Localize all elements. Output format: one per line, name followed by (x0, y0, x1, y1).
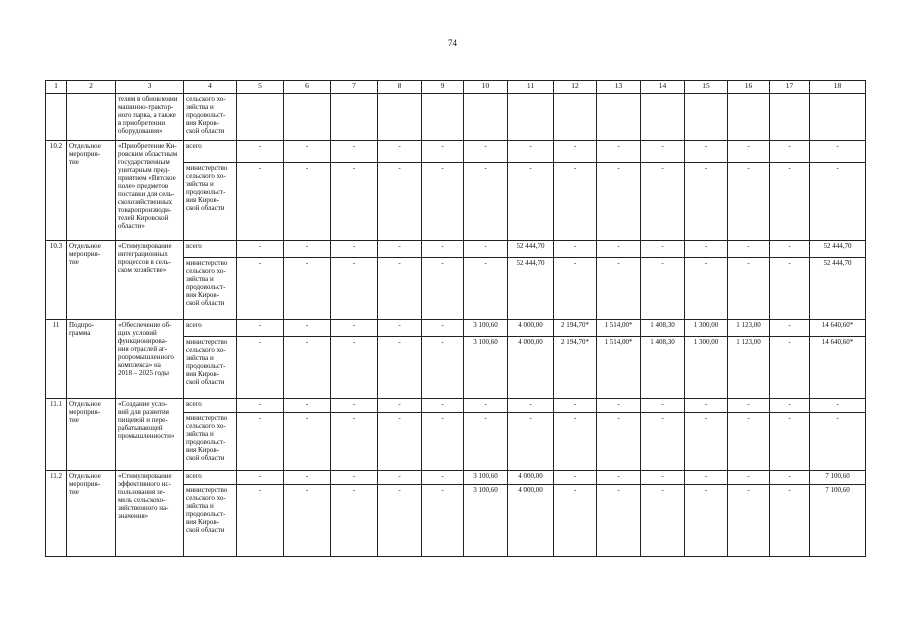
row-name: «Создание усло- вий для развития пищевой и пере- рабатывающей промышленности» (116, 399, 184, 471)
value-cell: - (378, 485, 422, 557)
value-cell: 1 514,00* (597, 320, 641, 337)
value-cell: 4 000,00 (508, 337, 554, 399)
value-cell: - (422, 258, 464, 320)
value-cell (770, 94, 810, 141)
column-header: 13 (597, 81, 641, 94)
value-cell: - (331, 337, 378, 399)
value-cell: - (464, 258, 508, 320)
value-cell: - (331, 258, 378, 320)
table-row (46, 141, 866, 163)
value-cell: - (237, 471, 284, 485)
value-cell (810, 94, 866, 141)
value-cell: - (597, 471, 641, 485)
value-cell: - (810, 163, 866, 241)
value-cell: - (237, 241, 284, 258)
value-cell: - (728, 163, 770, 241)
value-cell: 52 444,70 (508, 258, 554, 320)
value-cell: - (685, 241, 728, 258)
column-header: 9 (422, 81, 464, 94)
funding-source: министерство сельского хо- зяйства и продовольст- вия Киров- ской области (184, 413, 237, 471)
value-cell: - (770, 485, 810, 557)
row-number: 10.3 (46, 241, 67, 320)
value-cell: - (422, 399, 464, 413)
column-header: 14 (641, 81, 685, 94)
funding-source: министерство сельского хо- зяйства и продовольст- вия Киров- ской области (184, 258, 237, 320)
value-cell: - (464, 141, 508, 163)
value-cell: 7 100,60 (810, 471, 866, 485)
value-cell: - (728, 471, 770, 485)
value-cell: - (422, 241, 464, 258)
value-cell: - (770, 399, 810, 413)
value-cell: - (284, 320, 331, 337)
value-cell: 52 444,70 (810, 241, 866, 258)
value-cell: - (554, 471, 597, 485)
value-cell (284, 94, 331, 141)
value-cell: - (685, 141, 728, 163)
column-header: 18 (810, 81, 866, 94)
value-cell: - (770, 320, 810, 337)
funding-source: министерство сельского хо- зяйства и продовольст- вия Киров- ской области (184, 337, 237, 399)
column-header: 1 (46, 81, 67, 94)
value-cell: 4 000,00 (508, 471, 554, 485)
value-cell: - (508, 163, 554, 241)
value-cell: - (284, 471, 331, 485)
budget-table (45, 80, 866, 557)
value-cell: - (422, 163, 464, 241)
value-cell: 3 100,60 (464, 320, 508, 337)
column-header: 10 (464, 81, 508, 94)
value-cell: - (685, 163, 728, 241)
value-cell: 1 123,00 (728, 337, 770, 399)
value-cell: - (331, 241, 378, 258)
table-row (46, 399, 866, 413)
value-cell: - (284, 337, 331, 399)
value-cell: - (810, 399, 866, 413)
value-cell: 3 100,60 (464, 337, 508, 399)
value-cell: - (641, 163, 685, 241)
row-type: Отдельное мероприя- тие (67, 241, 116, 320)
value-cell: - (810, 141, 866, 163)
value-cell: - (331, 141, 378, 163)
row-name: телям в обновлении машинно-трактор- ного парка, а также в приобретении оборудования» (116, 94, 184, 141)
table-row (46, 241, 866, 258)
value-cell: - (331, 485, 378, 557)
column-header: 3 (116, 81, 184, 94)
value-cell: - (331, 163, 378, 241)
funding-source: всего (184, 320, 237, 337)
funding-source: сельского хо- зяйства и продовольст- вия Киров- ской области (184, 94, 237, 141)
column-header: 12 (554, 81, 597, 94)
value-cell: - (554, 413, 597, 471)
value-cell: - (770, 258, 810, 320)
value-cell: - (728, 141, 770, 163)
value-cell: - (237, 258, 284, 320)
value-cell: - (597, 413, 641, 471)
value-cell: - (685, 258, 728, 320)
value-cell: - (464, 413, 508, 471)
table-row (46, 94, 866, 141)
funding-source: министерство сельского хо- зяйства и продовольст- вия Киров- ской области (184, 163, 237, 241)
row-type: Отдельное мероприя- тие (67, 141, 116, 241)
value-cell: - (284, 258, 331, 320)
value-cell: - (422, 413, 464, 471)
value-cell: - (728, 258, 770, 320)
value-cell: 52 444,70 (810, 258, 866, 320)
value-cell: 1 123,00 (728, 320, 770, 337)
value-cell: - (378, 471, 422, 485)
value-cell: - (554, 485, 597, 557)
row-type: Подпро- грамма (67, 320, 116, 399)
value-cell: - (422, 320, 464, 337)
column-header: 16 (728, 81, 770, 94)
column-header: 15 (685, 81, 728, 94)
row-name: «Обеспечение об- щих условий функционирова- ния отраслей аг- ропромышленного комплекса» на 2018 – 2025 годы (116, 320, 184, 399)
value-cell: - (554, 241, 597, 258)
value-cell: - (422, 337, 464, 399)
value-cell: - (810, 413, 866, 471)
value-cell: - (554, 258, 597, 320)
value-cell: - (728, 241, 770, 258)
value-cell: 1 408,30 (641, 337, 685, 399)
value-cell (237, 94, 284, 141)
row-type (67, 94, 116, 141)
value-cell (554, 94, 597, 141)
value-cell: - (378, 141, 422, 163)
value-cell: - (685, 399, 728, 413)
column-header: 2 (67, 81, 116, 94)
value-cell: 1 300,00 (685, 320, 728, 337)
value-cell: 4 000,00 (508, 485, 554, 557)
value-cell: - (378, 399, 422, 413)
value-cell: - (464, 163, 508, 241)
funding-source: всего (184, 399, 237, 413)
column-header: 5 (237, 81, 284, 94)
value-cell: - (641, 241, 685, 258)
value-cell: - (284, 163, 331, 241)
value-cell: - (597, 485, 641, 557)
value-cell: - (284, 399, 331, 413)
value-cell: - (641, 258, 685, 320)
row-name: «Приобретение Ки- ровским областным государственным унитарным пред- приятием «Вятское поле» предметов поставки для сель- скохозяйственных товаропроизводи- телей Кировской области» (116, 141, 184, 241)
value-cell: - (508, 413, 554, 471)
funding-source: всего (184, 141, 237, 163)
funding-source: всего (184, 241, 237, 258)
value-cell: - (331, 413, 378, 471)
value-cell: - (685, 413, 728, 471)
column-header: 8 (378, 81, 422, 94)
value-cell: - (770, 141, 810, 163)
row-name: «Стимулирование интеграционных процессов в сель- ском хозяйстве» (116, 241, 184, 320)
value-cell: 1 408,30 (641, 320, 685, 337)
value-cell: - (284, 141, 331, 163)
value-cell: - (331, 471, 378, 485)
value-cell: - (554, 163, 597, 241)
value-cell: 2 194,70* (554, 337, 597, 399)
value-cell (422, 94, 464, 141)
row-type: Отдельное мероприя- тие (67, 399, 116, 471)
value-cell: - (284, 485, 331, 557)
value-cell (331, 94, 378, 141)
value-cell: - (554, 399, 597, 413)
column-header: 4 (184, 81, 237, 94)
value-cell (728, 94, 770, 141)
header-row (46, 81, 866, 94)
value-cell (641, 94, 685, 141)
value-cell: - (237, 163, 284, 241)
row-number: 11.1 (46, 399, 67, 471)
value-cell: 14 640,60* (810, 337, 866, 399)
value-cell: - (508, 399, 554, 413)
value-cell: - (378, 241, 422, 258)
value-cell: - (641, 471, 685, 485)
value-cell: 1 300,00 (685, 337, 728, 399)
value-cell: - (508, 141, 554, 163)
row-number: 10.2 (46, 141, 67, 241)
column-header: 11 (508, 81, 554, 94)
page-number: 74 (448, 38, 457, 48)
value-cell: - (770, 337, 810, 399)
value-cell: 3 100,60 (464, 485, 508, 557)
value-cell (597, 94, 641, 141)
value-cell: - (685, 471, 728, 485)
value-cell (685, 94, 728, 141)
value-cell: - (554, 141, 597, 163)
value-cell: - (685, 485, 728, 557)
value-cell: - (422, 485, 464, 557)
value-cell: - (770, 471, 810, 485)
value-cell: - (378, 337, 422, 399)
value-cell: - (331, 320, 378, 337)
value-cell: - (284, 413, 331, 471)
value-cell: 4 000,00 (508, 320, 554, 337)
value-cell (378, 94, 422, 141)
value-cell: - (422, 471, 464, 485)
value-cell: 3 100,60 (464, 471, 508, 485)
value-cell: - (597, 141, 641, 163)
row-type: Отдельное мероприя- тие (67, 471, 116, 557)
value-cell: - (378, 320, 422, 337)
row-number: 11.2 (46, 471, 67, 557)
value-cell: - (378, 163, 422, 241)
value-cell: - (728, 485, 770, 557)
value-cell: - (597, 399, 641, 413)
row-name: «Стимулирование эффективного ис- пользования зе- мель сельскохо- зяйственного на- значения» (116, 471, 184, 557)
value-cell: - (770, 163, 810, 241)
value-cell: - (237, 141, 284, 163)
value-cell: - (641, 141, 685, 163)
value-cell: - (237, 320, 284, 337)
value-cell: - (597, 258, 641, 320)
value-cell: - (641, 399, 685, 413)
value-cell: 14 640,60* (810, 320, 866, 337)
row-number (46, 94, 67, 141)
funding-source: министерство сельского хо- зяйства и продовольст- вия Киров- ской области (184, 485, 237, 557)
value-cell: - (641, 485, 685, 557)
table-row (46, 320, 866, 337)
funding-source: всего (184, 471, 237, 485)
table-row (46, 471, 866, 485)
value-cell: - (770, 413, 810, 471)
column-header: 7 (331, 81, 378, 94)
value-cell: - (237, 337, 284, 399)
value-cell: - (464, 399, 508, 413)
value-cell: - (464, 241, 508, 258)
row-number: 11 (46, 320, 67, 399)
value-cell: - (331, 399, 378, 413)
value-cell: - (284, 241, 331, 258)
column-header: 17 (770, 81, 810, 94)
value-cell (508, 94, 554, 141)
value-cell: 1 514,00* (597, 337, 641, 399)
value-cell: - (378, 413, 422, 471)
value-cell: - (237, 413, 284, 471)
value-cell: 52 444,70 (508, 241, 554, 258)
value-cell: - (422, 141, 464, 163)
value-cell: - (728, 399, 770, 413)
value-cell: 2 194,70* (554, 320, 597, 337)
value-cell: - (237, 399, 284, 413)
value-cell: - (597, 241, 641, 258)
value-cell: - (597, 163, 641, 241)
column-header: 6 (284, 81, 331, 94)
value-cell: - (378, 258, 422, 320)
value-cell: - (237, 485, 284, 557)
value-cell: - (641, 413, 685, 471)
value-cell: - (770, 241, 810, 258)
value-cell: 7 100,60 (810, 485, 866, 557)
value-cell (464, 94, 508, 141)
value-cell: - (728, 413, 770, 471)
